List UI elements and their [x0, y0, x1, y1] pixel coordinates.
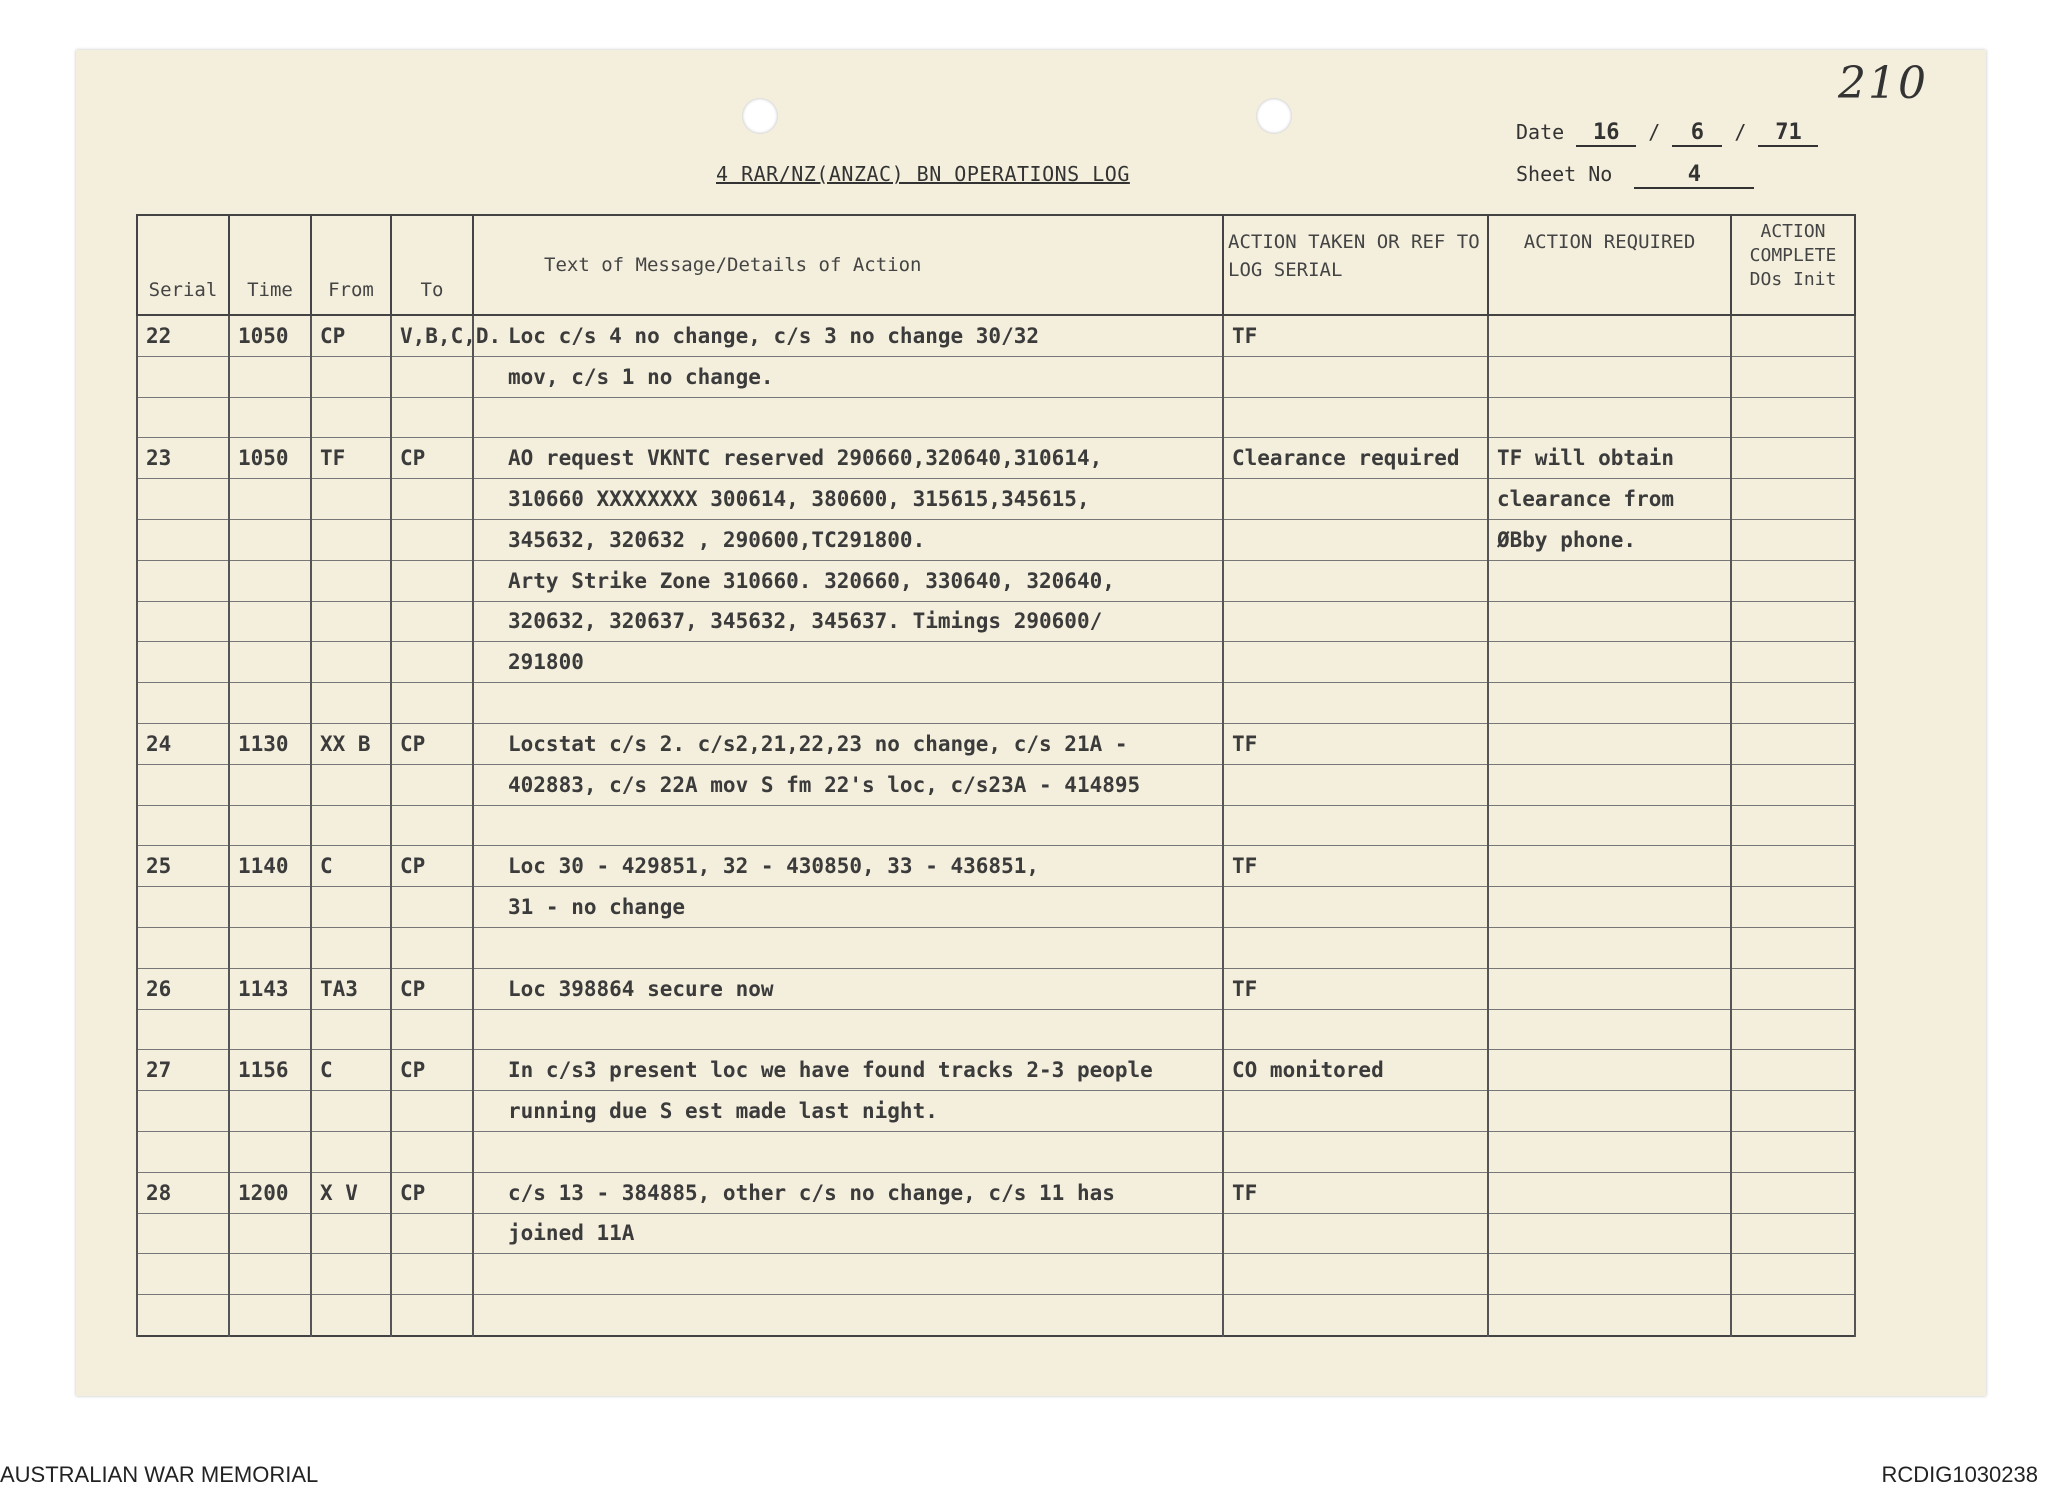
table-row	[137, 683, 1855, 724]
cell-from: XX B	[311, 723, 391, 764]
cell-serial: 27	[137, 1050, 229, 1091]
cell-serial	[137, 887, 229, 928]
cell-action-complete	[1731, 438, 1855, 479]
cell-action-required	[1488, 1254, 1731, 1295]
cell-action-required	[1488, 683, 1731, 724]
cell-message-text: 31 - no change	[473, 887, 1223, 928]
cell-action-required	[1488, 805, 1731, 846]
cell-from	[311, 601, 391, 642]
table-row	[137, 846, 1855, 887]
cell-serial	[137, 927, 229, 968]
cell-to	[391, 356, 473, 397]
cell-from	[311, 1254, 391, 1295]
table-row	[137, 519, 1855, 560]
cell-to	[391, 1091, 473, 1132]
cell-action-taken	[1223, 642, 1488, 683]
cell-from: C	[311, 846, 391, 887]
cell-time	[229, 397, 311, 438]
cell-action-complete	[1731, 968, 1855, 1009]
table-header-row	[137, 215, 1855, 315]
cell-action-taken	[1223, 1213, 1488, 1254]
cell-to	[391, 1254, 473, 1295]
cell-action-taken: TF	[1223, 315, 1488, 356]
sheet-no-label: Sheet No	[1516, 162, 1613, 186]
cell-to	[391, 397, 473, 438]
cell-to	[391, 683, 473, 724]
cell-action-complete	[1731, 1050, 1855, 1091]
table-row	[137, 1091, 1855, 1132]
table-row	[137, 887, 1855, 928]
date-month: 6	[1672, 120, 1722, 147]
cell-from	[311, 1091, 391, 1132]
cell-message-text: Locstat c/s 2. c/s2,21,22,23 no change, c/s 21A -	[473, 723, 1223, 764]
cell-serial	[137, 805, 229, 846]
cell-to: CP	[391, 723, 473, 764]
cell-serial: 22	[137, 315, 229, 356]
cell-action-taken	[1223, 887, 1488, 928]
cell-from	[311, 560, 391, 601]
cell-message-text: running due S est made last night.	[473, 1091, 1223, 1132]
table-row	[137, 1009, 1855, 1050]
cell-action-taken: TF	[1223, 846, 1488, 887]
cell-from	[311, 356, 391, 397]
cell-serial	[137, 1009, 229, 1050]
cell-action-required	[1488, 1172, 1731, 1213]
cell-action-complete	[1731, 519, 1855, 560]
cell-action-required	[1488, 846, 1731, 887]
cell-to	[391, 560, 473, 601]
col-header-time: Time	[229, 215, 311, 315]
cell-action-complete	[1731, 315, 1855, 356]
cell-action-required	[1488, 560, 1731, 601]
cell-from	[311, 927, 391, 968]
cell-message-text: 320632, 320637, 345632, 345637. Timings 290600/	[473, 601, 1223, 642]
cell-action-required	[1488, 887, 1731, 928]
cell-to	[391, 1213, 473, 1254]
table-row	[137, 642, 1855, 683]
cell-message-text	[473, 397, 1223, 438]
cell-action-required	[1488, 1213, 1731, 1254]
cell-action-complete	[1731, 601, 1855, 642]
cell-action-required	[1488, 927, 1731, 968]
cell-action-required	[1488, 1131, 1731, 1172]
cell-action-complete	[1731, 887, 1855, 928]
col-header-to: To	[391, 215, 473, 315]
cell-action-required	[1488, 1295, 1731, 1336]
cell-to	[391, 887, 473, 928]
cell-from: TA3	[311, 968, 391, 1009]
cell-action-required	[1488, 968, 1731, 1009]
cell-to	[391, 805, 473, 846]
col-header-action-complete: ACTION COMPLETE DOs Init	[1731, 215, 1855, 315]
cell-message-text: 402883, c/s 22A mov S fm 22's loc, c/s23A - 414895	[473, 764, 1223, 805]
cell-to	[391, 1009, 473, 1050]
col-header-from: From	[311, 215, 391, 315]
cell-time	[229, 887, 311, 928]
table-row	[137, 397, 1855, 438]
cell-action-taken	[1223, 1009, 1488, 1050]
cell-action-taken	[1223, 927, 1488, 968]
cell-action-taken: TF	[1223, 968, 1488, 1009]
col-header-action-required: ACTION REQUIRED	[1488, 215, 1731, 315]
cell-to	[391, 519, 473, 560]
cell-time	[229, 479, 311, 520]
cell-serial: 23	[137, 438, 229, 479]
col-header-action-taken: ACTION TAKEN OR REF TO LOG SERIAL	[1223, 215, 1488, 315]
cell-from: TF	[311, 438, 391, 479]
cell-action-complete	[1731, 397, 1855, 438]
cell-to	[391, 479, 473, 520]
cell-action-required	[1488, 1009, 1731, 1050]
date-year: 71	[1758, 120, 1818, 147]
cell-serial	[137, 642, 229, 683]
cell-time	[229, 560, 311, 601]
cell-message-text	[473, 683, 1223, 724]
cell-from	[311, 1009, 391, 1050]
cell-action-complete	[1731, 1009, 1855, 1050]
table-row	[137, 1213, 1855, 1254]
cell-serial: 25	[137, 846, 229, 887]
cell-to: CP	[391, 438, 473, 479]
cell-action-taken: TF	[1223, 1172, 1488, 1213]
cell-action-required	[1488, 642, 1731, 683]
cell-message-text: mov, c/s 1 no change.	[473, 356, 1223, 397]
cell-action-taken	[1223, 356, 1488, 397]
table-row	[137, 356, 1855, 397]
cell-action-complete	[1731, 1131, 1855, 1172]
cell-time	[229, 519, 311, 560]
cell-to: CP	[391, 968, 473, 1009]
cell-action-taken	[1223, 1295, 1488, 1336]
cell-message-text: Loc c/s 4 no change, c/s 3 no change 30/32	[473, 315, 1223, 356]
table-row	[137, 723, 1855, 764]
table-row	[137, 1050, 1855, 1091]
cell-action-required	[1488, 1050, 1731, 1091]
cell-serial: 26	[137, 968, 229, 1009]
cell-action-required	[1488, 723, 1731, 764]
cell-serial	[137, 397, 229, 438]
cell-from: C	[311, 1050, 391, 1091]
cell-action-taken	[1223, 560, 1488, 601]
cell-action-required	[1488, 356, 1731, 397]
cell-action-complete	[1731, 683, 1855, 724]
table-row	[137, 805, 1855, 846]
cell-message-text	[473, 1254, 1223, 1295]
cell-message-text	[473, 1131, 1223, 1172]
cell-serial	[137, 519, 229, 560]
cell-to	[391, 642, 473, 683]
date-day: 16	[1576, 120, 1636, 147]
cell-action-complete	[1731, 846, 1855, 887]
cell-message-text	[473, 805, 1223, 846]
footer-archive-name: AUSTRALIAN WAR MEMORIAL	[0, 1462, 319, 1487]
cell-action-complete	[1731, 927, 1855, 968]
cell-to	[391, 1131, 473, 1172]
cell-serial	[137, 560, 229, 601]
cell-message-text: 291800	[473, 642, 1223, 683]
cell-message-text: joined 11A	[473, 1213, 1223, 1254]
cell-time	[229, 1131, 311, 1172]
cell-to: V,B,C,D.	[391, 315, 473, 356]
cell-action-complete	[1731, 356, 1855, 397]
cell-action-taken: TF	[1223, 723, 1488, 764]
cell-serial	[137, 601, 229, 642]
cell-action-required: ØBby phone.	[1488, 519, 1731, 560]
cell-time: 1200	[229, 1172, 311, 1213]
cell-action-taken	[1223, 601, 1488, 642]
cell-action-required	[1488, 397, 1731, 438]
cell-action-taken	[1223, 1091, 1488, 1132]
cell-to	[391, 927, 473, 968]
cell-serial	[137, 764, 229, 805]
cell-time: 1140	[229, 846, 311, 887]
cell-message-text: In c/s3 present loc we have found tracks 2-3 people	[473, 1050, 1223, 1091]
col-header-serial: Serial	[137, 215, 229, 315]
cell-time	[229, 601, 311, 642]
cell-time	[229, 764, 311, 805]
cell-action-complete	[1731, 479, 1855, 520]
cell-action-taken	[1223, 764, 1488, 805]
cell-action-complete	[1731, 764, 1855, 805]
punch-hole-left	[742, 98, 778, 134]
operations-log-table	[136, 214, 1856, 1337]
cell-message-text	[473, 1295, 1223, 1336]
handwritten-sheet-number: 210	[1838, 58, 1928, 109]
cell-action-taken	[1223, 519, 1488, 560]
cell-action-complete	[1731, 1213, 1855, 1254]
cell-time: 1156	[229, 1050, 311, 1091]
cell-action-taken	[1223, 1131, 1488, 1172]
cell-time	[229, 805, 311, 846]
cell-from: X V	[311, 1172, 391, 1213]
cell-time	[229, 1213, 311, 1254]
punch-hole-right	[1256, 98, 1292, 134]
cell-message-text: Loc 398864 secure now	[473, 968, 1223, 1009]
cell-time: 1130	[229, 723, 311, 764]
cell-from	[311, 1295, 391, 1336]
cell-to	[391, 601, 473, 642]
cell-message-text	[473, 1009, 1223, 1050]
cell-from	[311, 805, 391, 846]
cell-from	[311, 397, 391, 438]
cell-to	[391, 764, 473, 805]
cell-message-text: 310660 XXXXXXXX 300614, 380600, 315615,345615,	[473, 479, 1223, 520]
table-row	[137, 438, 1855, 479]
cell-from	[311, 1213, 391, 1254]
cell-serial	[137, 1091, 229, 1132]
table-row	[137, 479, 1855, 520]
footer-record-id: RCDIG1030238	[1881, 1462, 2038, 1487]
cell-serial	[137, 1213, 229, 1254]
cell-message-text: 345632, 320632 , 290600,TC291800.	[473, 519, 1223, 560]
cell-time	[229, 1091, 311, 1132]
cell-time: 1050	[229, 438, 311, 479]
cell-serial	[137, 356, 229, 397]
cell-action-complete	[1731, 642, 1855, 683]
cell-action-required	[1488, 601, 1731, 642]
cell-message-text: c/s 13 - 384885, other c/s no change, c/s 11 has	[473, 1172, 1223, 1213]
col-header-text: Text of Message/Details of Action	[473, 215, 1223, 315]
date-field: Date 16 / 6 / 71	[1516, 120, 1818, 147]
cell-from	[311, 479, 391, 520]
table-row	[137, 1172, 1855, 1213]
cell-action-taken: CO monitored	[1223, 1050, 1488, 1091]
cell-action-complete	[1731, 1254, 1855, 1295]
cell-to: CP	[391, 1050, 473, 1091]
cell-message-text: Arty Strike Zone 310660. 320660, 330640, 320640,	[473, 560, 1223, 601]
cell-time	[229, 642, 311, 683]
cell-action-complete	[1731, 560, 1855, 601]
cell-serial	[137, 683, 229, 724]
cell-message-text: AO request VKNTC reserved 290660,320640,310614,	[473, 438, 1223, 479]
sheet-no-field	[1516, 162, 1754, 189]
cell-serial	[137, 1254, 229, 1295]
cell-action-taken	[1223, 1254, 1488, 1295]
cell-action-required	[1488, 315, 1731, 356]
cell-from	[311, 1131, 391, 1172]
cell-time	[229, 683, 311, 724]
cell-from	[311, 887, 391, 928]
table-row	[137, 1131, 1855, 1172]
table-row	[137, 968, 1855, 1009]
cell-action-taken: Clearance required	[1223, 438, 1488, 479]
cell-serial	[137, 1131, 229, 1172]
cell-action-complete	[1731, 723, 1855, 764]
cell-time: 1143	[229, 968, 311, 1009]
cell-serial	[137, 1295, 229, 1336]
cell-serial	[137, 479, 229, 520]
cell-action-taken	[1223, 683, 1488, 724]
cell-from	[311, 764, 391, 805]
cell-from	[311, 642, 391, 683]
cell-action-complete	[1731, 805, 1855, 846]
cell-time	[229, 1295, 311, 1336]
table-row	[137, 1295, 1855, 1336]
cell-time	[229, 927, 311, 968]
cell-action-complete	[1731, 1091, 1855, 1132]
cell-from	[311, 519, 391, 560]
cell-action-required	[1488, 1091, 1731, 1132]
cell-message-text	[473, 927, 1223, 968]
cell-time	[229, 1254, 311, 1295]
cell-action-required	[1488, 764, 1731, 805]
cell-time	[229, 356, 311, 397]
cell-to	[391, 1295, 473, 1336]
cell-action-complete	[1731, 1295, 1855, 1336]
cell-from	[311, 683, 391, 724]
cell-action-required: TF will obtain	[1488, 438, 1731, 479]
cell-time: 1050	[229, 315, 311, 356]
date-label: Date	[1516, 120, 1565, 144]
cell-action-complete	[1731, 1172, 1855, 1213]
table-row	[137, 764, 1855, 805]
cell-serial: 24	[137, 723, 229, 764]
table-row	[137, 1254, 1855, 1295]
cell-action-taken	[1223, 805, 1488, 846]
cell-from: CP	[311, 315, 391, 356]
table-row	[137, 315, 1855, 356]
cell-time	[229, 1009, 311, 1050]
cell-action-taken	[1223, 397, 1488, 438]
cell-serial: 28	[137, 1172, 229, 1213]
cell-action-required: clearance from	[1488, 479, 1731, 520]
page-title: 4 RAR/NZ(ANZAC) BN OPERATIONS LOG	[716, 162, 1130, 186]
cell-message-text: Loc 30 - 429851, 32 - 430850, 33 - 436851,	[473, 846, 1223, 887]
cell-to: CP	[391, 1172, 473, 1213]
cell-to: CP	[391, 846, 473, 887]
table-row	[137, 601, 1855, 642]
table-row	[137, 560, 1855, 601]
sheet-no-value: 4	[1634, 162, 1754, 189]
cell-action-taken	[1223, 479, 1488, 520]
table-row	[137, 927, 1855, 968]
log-body	[137, 315, 1855, 1336]
